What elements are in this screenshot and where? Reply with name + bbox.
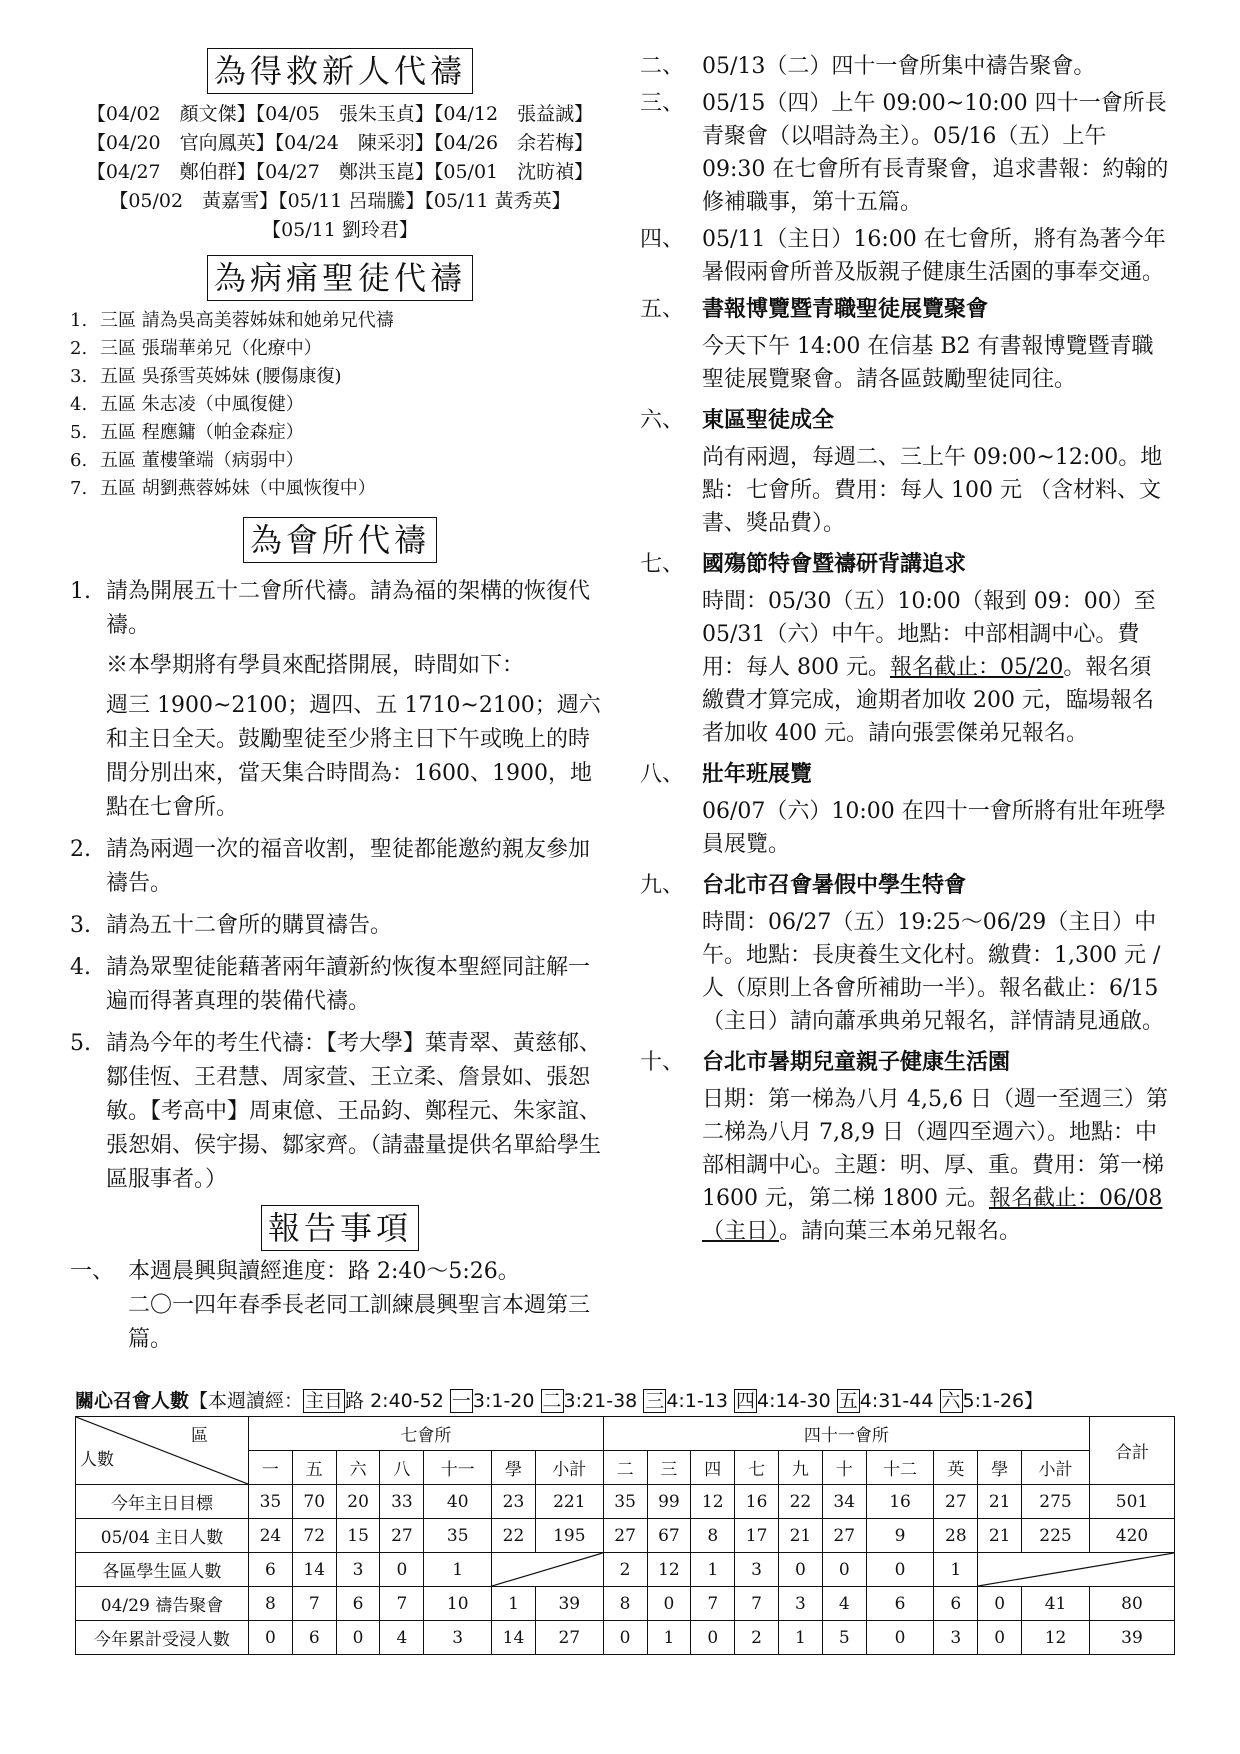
table-cell: 3 [336,1553,380,1587]
list-item: 八、 壯年班展覽 [640,761,813,787]
list-item: 5. 請為今年的考生代禱：【考大學】葉青翠、黃慈郁、鄒佳恆、王君慧、周家萱、王立柔、詹景如、張恕敏。【考高中】周東億、王品鈞、鄭程元、朱家誼、張恕娟、侯宇揚、鄒家齊。（請盡量提供名單給學生區服事者。） [70,1031,602,1192]
table-cell: 14 [492,1621,536,1655]
table-cell: 72 [292,1519,336,1553]
table-cell: 12 [1022,1621,1090,1655]
attendance-table [75,1416,1175,1655]
table-cell: 34 [822,1485,866,1519]
new-believers-list [70,100,610,245]
row-label: 05/04 主日人數 [76,1519,249,1553]
table-cell: 27 [822,1519,866,1553]
table-cell: 6 [866,1587,934,1621]
table-cell: 9 [866,1519,934,1553]
table-cell: 6 [249,1553,293,1587]
table-cell: 24 [249,1519,293,1553]
table-cell: 6 [934,1587,978,1621]
table-cell: 3 [735,1553,779,1587]
table-cell: 1 [691,1553,735,1587]
row-label: 今年主日目標 [76,1485,249,1519]
table-cell: 0 [866,1621,934,1655]
table-cell: 7 [691,1587,735,1621]
table-cell: 0 [336,1621,380,1655]
total-header: 合計 [1090,1417,1175,1485]
district-header: 英 [934,1451,978,1485]
table-cell: 3 [424,1621,492,1655]
table-cell: 0 [978,1587,1022,1621]
list-item: 1. 三區 請為吳高美蓉姊妹和她弟兄代禱 [70,310,394,331]
district-header: 七 [735,1451,779,1485]
district-header: 六 [336,1451,380,1485]
table-cell: 40 [424,1485,492,1519]
table-cell: 22 [492,1519,536,1553]
table-cell: 10 [424,1587,492,1621]
table-row [76,1519,1175,1553]
table-cell: 1 [424,1553,492,1587]
table-cell: 21 [778,1519,822,1553]
table-cell: 39 [1090,1621,1175,1655]
list-item: 2. 請為兩週一次的福音收割，聖徒都能邀約親友參加禱告。 [70,837,591,896]
district-header: 學 [492,1451,536,1485]
district-header: 三 [647,1451,691,1485]
table-cell: 1 [492,1587,536,1621]
district-header: 五 [292,1451,336,1485]
row-label: 今年累計受浸人數 [76,1621,249,1655]
empty-cell [492,1553,604,1587]
district-header: 學 [978,1451,1022,1485]
list-item: 二、 05/13（二）四十一會所集中禱告聚會。 [640,54,1096,79]
table-cell: 1 [647,1621,691,1655]
table-cell: 420 [1090,1519,1175,1553]
table-cell: 39 [535,1587,603,1621]
row-label: 各區學生區人數 [76,1553,249,1587]
district-header: 二 [603,1451,647,1485]
list-item: 5. 五區 程應鏞（帕金森症） [70,422,304,443]
table-cell: 5 [822,1621,866,1655]
table-cell: 16 [735,1485,779,1519]
table-cell: 27 [934,1485,978,1519]
list-item: 1. 請為開展五十二會所代禱。請為福的架構的恢復代禱。 ※本學期將有學員來配搭開展，時間如下： 週三 1900~2100；週四、五 1710~2100；週六和主日全天。鼓勵聖徒至少將主日下午或晚上的時間分別出來，當天集合時間為：1600、1900，地點在七會所。 [70,579,601,820]
table-row [76,1485,1175,1519]
district-header: 九 [778,1451,822,1485]
church-heading: 為會所代禱 [243,517,437,563]
district-header: 十一 [424,1451,492,1485]
table-cell: 8 [603,1587,647,1621]
row-label: 04/29 禱告聚會 [76,1587,249,1621]
table-cell: 221 [535,1485,603,1519]
sick-list [70,307,610,503]
list-item: 四、 05/11（主日）16:00 在七會所，將有為著今年暑假兩會所普及版親子健康生活園的事奉交通。 [640,227,1166,285]
list-item: 7. 五區 胡劉燕蓉姊妹（中風恢復中） [70,478,376,499]
list-item: 十、 台北市暑期兒童親子健康生活園 [640,1049,1011,1075]
list-item: 4. 請為眾聖徒能藉著兩年讀新約恢復本聖經同註解一遍而得著真理的裝備代禱。 [70,955,591,1014]
right-column [640,50,1170,1256]
table-cell: 12 [647,1553,691,1587]
district-header: 小計 [535,1451,603,1485]
list-item: 【05/11 劉玲君】 [262,219,418,241]
table-cell: 0 [249,1621,293,1655]
district-header: 四 [691,1451,735,1485]
table-cell: 275 [1022,1485,1090,1519]
table-cell: 23 [492,1485,536,1519]
table-cell: 0 [647,1587,691,1621]
table-cell: 7 [735,1587,779,1621]
hall-7-header: 七會所 [249,1417,604,1451]
table-cell: 0 [380,1553,424,1587]
table-cell: 4 [380,1621,424,1655]
table-cell: 8 [249,1587,293,1621]
table-cell: 12 [691,1485,735,1519]
list-item: 六、 東區聖徒成全 [640,407,835,433]
district-header: 一 [249,1451,293,1485]
table-cell: 0 [866,1553,934,1587]
table-cell: 67 [647,1519,691,1553]
district-header: 十二 [866,1451,934,1485]
list-item: 【05/02 黃嘉雪】【05/11 呂瑞騰】【05/11 黃秀英】 [109,190,571,212]
table-cell: 1 [778,1621,822,1655]
table-cell: 195 [535,1519,603,1553]
list-item: 【04/27 鄭伯群】【04/27 鄭洪玉崑】【05/01 沈昉禎】 [86,161,594,183]
table-cell: 16 [866,1485,934,1519]
table-cell: 99 [647,1485,691,1519]
empty-cell [978,1553,1175,1587]
district-header: 八 [380,1451,424,1485]
table-cell: 27 [535,1621,603,1655]
table-cell: 7 [292,1587,336,1621]
table-cell: 35 [249,1485,293,1519]
list-item: 3. 五區 吳孫雪英姊妹 (腰傷康復) [70,366,342,387]
attendance-title: 關心召會人數【本週讀經： 主日 路 2:40-52 一 3:1-20 二 3:21-38 三 4:1-13 四 4:14-30 五 4:31-44 六 5:1-26】 [75,1390,1044,1412]
table-row [76,1553,1175,1587]
report-item-1: 一、 本週晨興與讀經進度：路 2:40～5:26。 二〇一四年春季長老同工訓練晨興聖言本週第三篇。 [70,1259,591,1352]
table-row [76,1621,1175,1655]
list-item: 4. 五區 朱志凌（中風復健） [70,394,304,415]
table-cell: 2 [603,1553,647,1587]
table-cell: 14 [292,1553,336,1587]
table-cell: 21 [978,1519,1022,1553]
table-corner: 區 人數 [76,1417,249,1485]
table-cell: 2 [735,1621,779,1655]
table-cell: 3 [934,1621,978,1655]
table-cell: 27 [603,1519,647,1553]
table-row [76,1587,1175,1621]
list-item: 3. 請為五十二會所的購買禱告。 [70,913,393,938]
table-cell: 8 [691,1519,735,1553]
table-cell: 0 [691,1621,735,1655]
list-item: 6. 五區 董樓肇端（病弱中） [70,450,304,471]
list-item: 【04/20 官向鳳英】【04/24 陳采羽】【04/26 余若梅】 [86,132,594,154]
table-cell: 35 [424,1519,492,1553]
attendance-rows [76,1485,1175,1655]
table-cell: 4 [822,1587,866,1621]
table-cell: 15 [336,1519,380,1553]
table-cell: 17 [735,1519,779,1553]
table-cell: 20 [336,1485,380,1519]
list-item: 五、 書報博覽暨青職聖徒展覽聚會 [640,296,989,322]
table-cell: 41 [1022,1587,1090,1621]
list-item: 七、 國殤節特會暨禱研背講追求 [640,551,967,577]
new-believers-heading: 為得救新人代禱 [207,48,473,94]
sick-heading: 為病痛聖徒代禱 [207,255,473,301]
table-cell: 7 [380,1587,424,1621]
table-cell: 28 [934,1519,978,1553]
left-column [70,48,610,1357]
table-cell: 0 [822,1553,866,1587]
table-cell: 22 [778,1485,822,1519]
report-heading: 報告事項 [261,1205,419,1251]
table-cell: 0 [978,1621,1022,1655]
table-cell: 3 [778,1587,822,1621]
list-item: 九、 台北市召會暑假中學生特會 [640,872,967,898]
table-cell: 35 [603,1485,647,1519]
announcements: 二、 05/13（二）四十一會所集中禱告聚會。 三、 05/15（四）上午 09:00~10:00 四十一會所長青聚會（以唱詩為主）。05/16（五）上午 09:30 在七會所有長青聚會，追求書報：約翰的修補職事，第十五篇。 四、 05/11（主日）16:00 在七會所，將有為著今年暑假兩會所普及版親子健康生活園的事奉交通。 五、 書報博覽暨青職聖徒展覽聚會 今天下午 14:00 在信基 B2 有書報博覽暨青職聖徒展覽聚會。請各區鼓勵聖徒同往。 六、 東區聖徒成全 尚有兩週，每週二、三上午 09:00~12:00。地點：七會所。費用：每人 100 元 （含材料、文書、獎品費）。 七、 國殤節特會暨禱研背講追求 時間：05/30（五）10:00（報到 09：00）至05/31（六）中午。地點：中部相調中心。費用：每人 800 元。報名截止：05/20。報名須繳費才算完成，逾期者加收 200 元，臨場報名者加收 400 元。請向張雲傑弟兄報名。 八、 壯年班展覽 06/07（六）10:00 在四十一會所將有壯年班學員展覽。 九、 台北市召會暑假中學生特會 時間：06/27（五）19:25～06/29（主日）中午。地點：長庚養生文化村。繳費：1,300 元 /人（原則上各會所補助一半）。報名截止：6/15（主日）請向蕭承典弟兄報名，詳情請見通啟。 十、 台北市暑期兒童親子健康生活園 日期：第一梯為八月 4,5,6 日（週一至週三）第二梯為八月 7,8,9 日（週四至週六）。地點：中部相調中心。主題：明、厚、重。費用：第一梯 1600 元，第二梯 1800 元。報名截止：06/08（主日）。請向葉三本弟兄報名。 [640,50,1170,1248]
table-cell: 70 [292,1485,336,1519]
district-header: 十 [822,1451,866,1485]
table-cell: 27 [380,1519,424,1553]
attendance-section [75,1386,1175,1655]
table-cell: 21 [978,1485,1022,1519]
table-cell: 33 [380,1485,424,1519]
table-cell: 0 [603,1621,647,1655]
table-cell: 0 [778,1553,822,1587]
district-header: 小計 [1022,1451,1090,1485]
table-cell: 1 [934,1553,978,1587]
hall-41-header: 四十一會所 [603,1417,1089,1451]
table-cell: 6 [336,1587,380,1621]
table-cell: 80 [1090,1587,1175,1621]
table-cell: 6 [292,1621,336,1655]
table-cell: 501 [1090,1485,1175,1519]
church-prayer-list [70,575,610,1197]
list-item: 【04/02 顏文傑】【04/05 張朱玉貞】【04/12 張益誠】 [86,103,594,125]
table-cell: 225 [1022,1519,1090,1553]
list-item: 2. 三區 張瑞華弟兄（化療中） [70,338,322,359]
list-item: 三、 05/15（四）上午 09:00~10:00 四十一會所長青聚會（以唱詩為主）。05/16（五）上午 09:30 在七會所有長青聚會，追求書報：約翰的修補職事，第十五篇。 [640,91,1169,215]
